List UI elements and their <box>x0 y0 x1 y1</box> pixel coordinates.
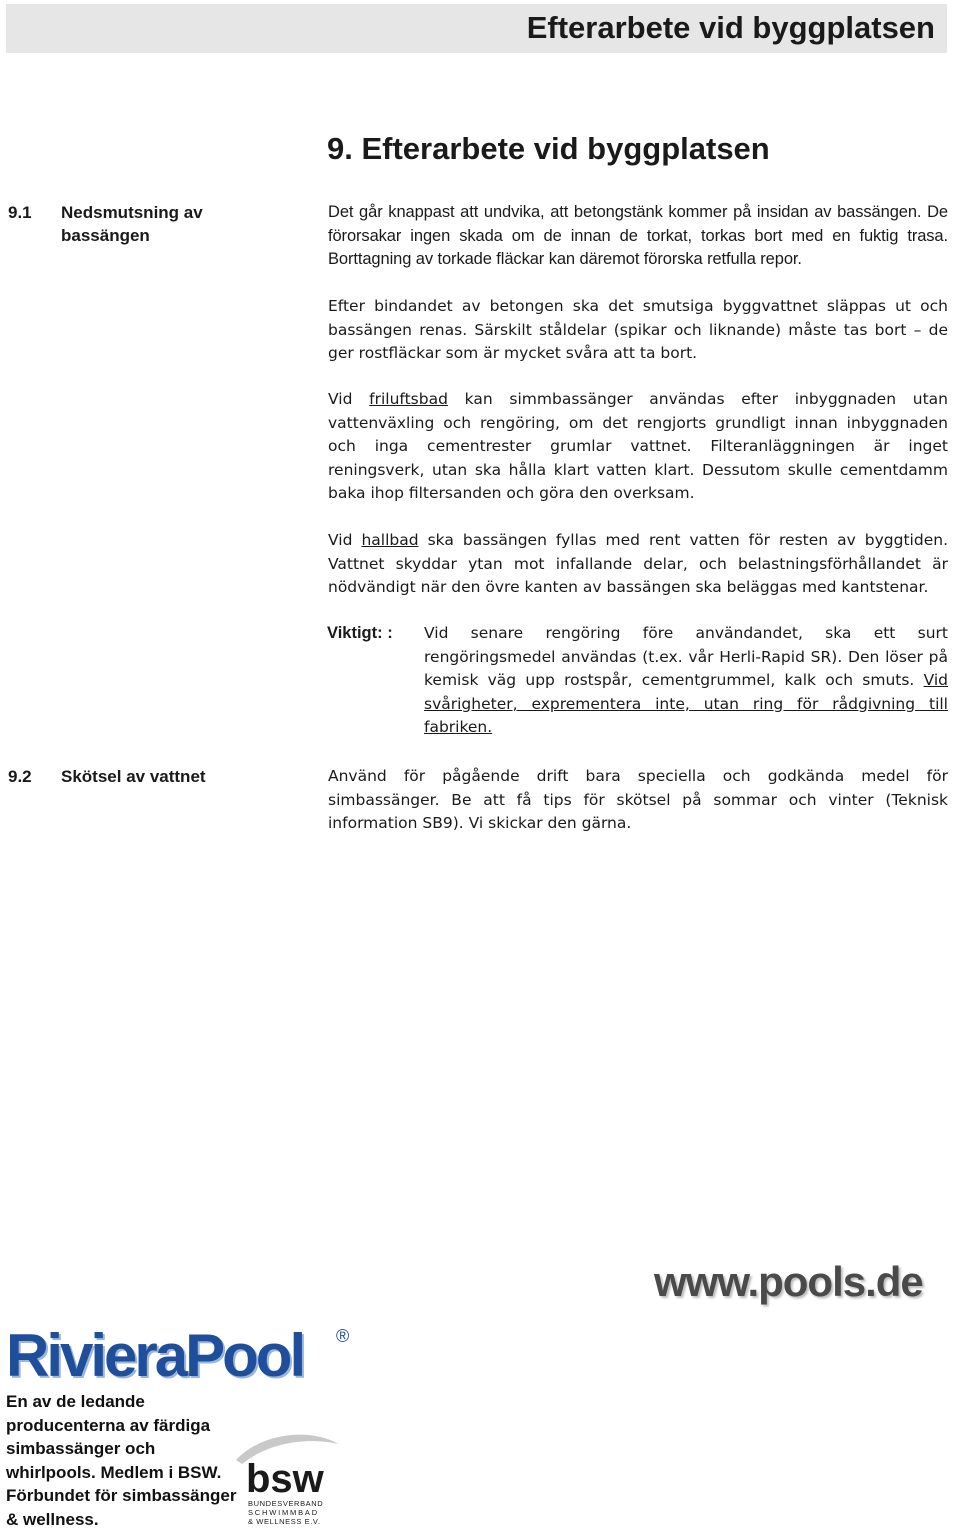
text: Vid senare rengöring före användandet, ska ett surt rengöringsmedel användas (t.ex. vår Herli-Rapid SR). Den löser på kemisk väg upp rostspår, cementgrummel, kalk och smuts. <box>424 624 948 689</box>
underlined-term: friluftsbad <box>369 390 448 408</box>
important-label: Viktigt: : <box>327 624 393 642</box>
section-number: 9.2 <box>8 767 32 786</box>
bsw-abbr: bsw <box>246 1457 324 1501</box>
underlined-warning: Vid svårigheter, exprementera inte, utan ring för rådgivning till fabriken. <box>424 671 948 736</box>
text: ska bassängen fyllas med rent vatten för resten av byggtiden. Vattnet skyddar ytan mot infallande delar, och belastningsförhållandet är nödvändigt när den övre kanten av bassängen ska beläggas med kantstenar. <box>328 531 948 596</box>
bsw-line-3: & WELLNESS E.V. <box>248 1517 321 1526</box>
bsw-logo <box>232 1430 342 1530</box>
company-tagline: En av de ledande producenterna av färdiga simbassänger och whirlpools. Medlem i BSW. Förbundet för simbassänger & wellness. <box>6 1392 237 1529</box>
page-header <box>6 4 947 53</box>
section-title: Nedsmutsning av bassängen <box>61 203 203 245</box>
paragraph <box>328 529 948 600</box>
header-title: Efterarbete vid byggplatsen <box>526 10 935 45</box>
bsw-line-1: BUNDESVERBAND <box>248 1499 324 1508</box>
section-title: Skötsel av vattnet <box>61 767 206 786</box>
section-number: 9.1 <box>8 203 32 222</box>
important-note <box>424 622 948 740</box>
text: Vid <box>328 390 370 408</box>
paragraph: Använd för pågående drift bara speciella och godkända medel för simbassänger. Be att få tips för skötsel på sommar och vinter (Teknisk information SB9). Vi skickar den gärna. <box>328 767 948 832</box>
text: Vid <box>328 531 362 549</box>
paragraph: Det går knappast att undvika, att betongstänk kommer på insidan av bassängen. De förorsakar ingen skada om de innan de torkat, torkas bort med en fuktig trasa. Borttagning av torkade fläckar kan däremot förorska retfulla repor. <box>328 203 948 268</box>
text: kan simmbassänger användas efter inbyggnaden utan vattenväxling och rengöring, om det rengjorts grundligt innan inbyggnaden och inga cementrester grumlar vattnet. Filteranläggningen är inget reningsverk, utan ska hålla klart vatten klart. Dessutom skulle cementdamm baka ihop filtersanden och göra den overksam. <box>328 390 948 502</box>
chapter-title: 9. Efterarbete vid byggplatsen <box>327 131 770 166</box>
website-url: www.pools.de <box>654 1258 923 1305</box>
rivierapool-logo: RivieraPool <box>6 1322 304 1389</box>
paragraph: Efter bindandet av betongen ska det smutsiga byggvattnet släppas ut och bassängen renas. Särskilt ståldelar (spikar och liknande) måste tas bort – de ger rostfläckar som är mycket svåra att ta bort. <box>328 297 948 362</box>
paragraph <box>328 388 948 506</box>
underlined-term: hallbad <box>361 531 419 549</box>
registered-mark: ® <box>336 1326 350 1346</box>
bsw-line-2: SCHWIMMBAD <box>248 1508 319 1517</box>
